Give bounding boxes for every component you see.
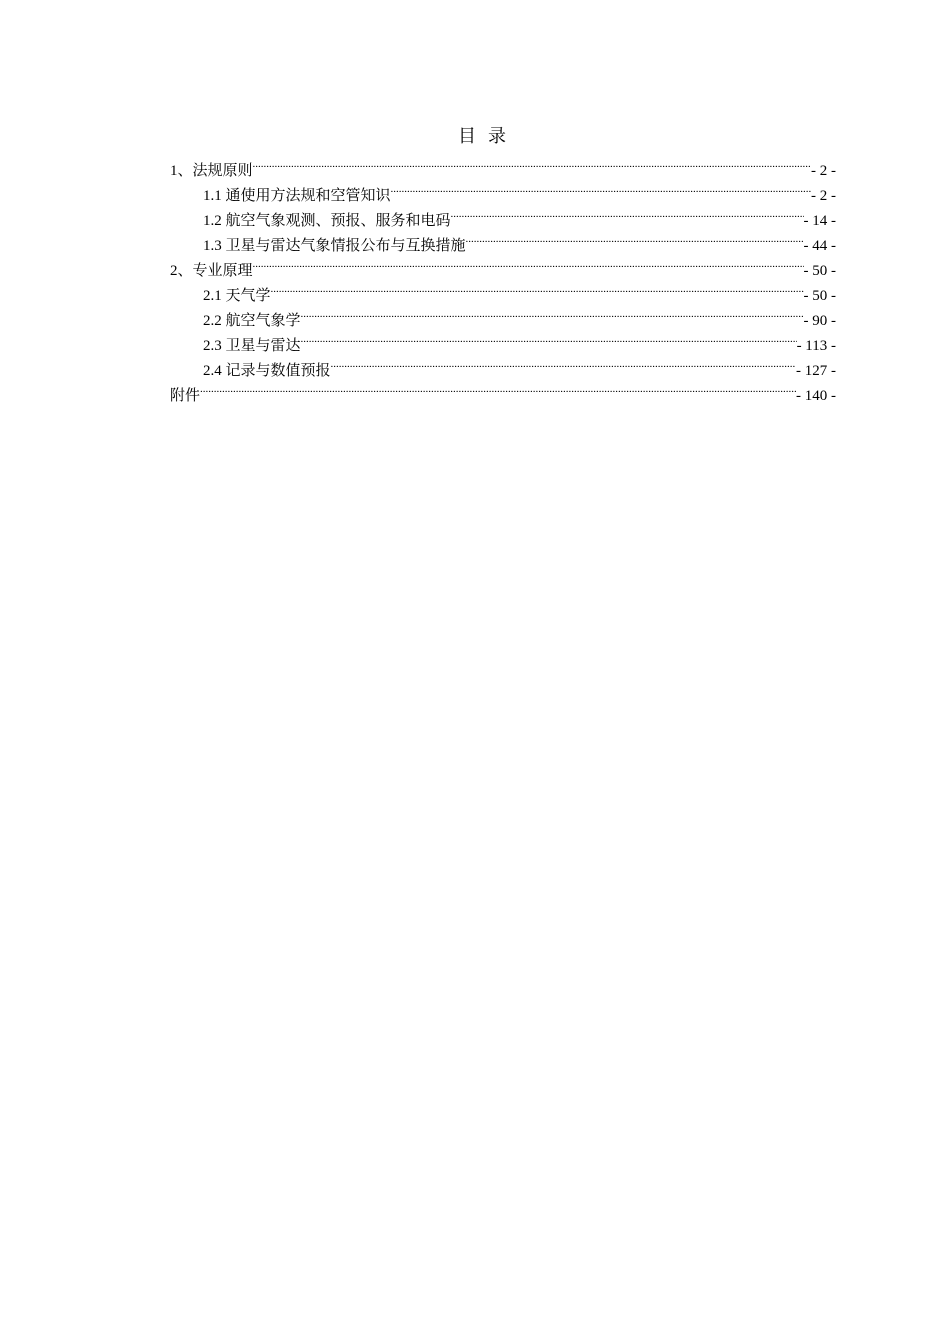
toc-entry-section-2[interactable] xyxy=(170,250,836,279)
dot-leader xyxy=(301,325,797,350)
dot-leader xyxy=(253,150,811,175)
toc-entry-label: 1.3 卫星与雷达气象情报公布与互换措施 xyxy=(203,238,466,254)
dot-leader xyxy=(466,225,804,250)
table-of-contents xyxy=(170,150,836,404)
toc-entry-page-number: - 50 - xyxy=(803,288,836,304)
dot-leader xyxy=(271,275,804,300)
toc-entry-label: 1、法规原则 xyxy=(170,163,253,179)
toc-entry-label: 2.3 卫星与雷达 xyxy=(203,338,301,354)
toc-entry-page-number: - 14 - xyxy=(803,213,836,229)
dot-leader xyxy=(391,175,811,200)
toc-entry-label: 2.1 天气学 xyxy=(203,288,271,304)
dot-leader xyxy=(200,375,796,400)
toc-entry-section-1[interactable] xyxy=(170,150,836,179)
dot-leader xyxy=(253,250,804,275)
toc-entry-page-number: - 90 - xyxy=(803,313,836,329)
toc-entry-label: 1.1 通使用方法规和空管知识 xyxy=(203,188,391,204)
toc-entry-label: 附件 xyxy=(170,388,201,404)
dot-leader xyxy=(451,200,804,225)
toc-entry-page-number: - 140 - xyxy=(796,388,836,404)
toc-entry-page-number: - 50 - xyxy=(803,263,836,279)
dot-leader xyxy=(301,300,804,325)
toc-entry-label: 2、专业原理 xyxy=(170,263,253,279)
toc-entry-appendix[interactable] xyxy=(170,375,836,404)
toc-entry-page-number: - 113 - xyxy=(796,338,836,354)
toc-entry-page-number: - 127 - xyxy=(796,363,836,379)
toc-entry-page-number: - 44 - xyxy=(803,238,836,254)
dot-leader xyxy=(331,350,796,375)
toc-entry-label: 2.2 航空气象学 xyxy=(203,313,301,329)
toc-entry-section-2-1[interactable] xyxy=(170,275,836,304)
toc-entry-page-number: - 2 - xyxy=(811,188,836,204)
toc-title: 目录 xyxy=(458,126,518,146)
toc-entry-label: 1.2 航空气象观测、预报、服务和电码 xyxy=(203,213,451,229)
toc-entry-page-number: - 2 - xyxy=(811,163,836,179)
toc-entry-label: 2.4 记录与数值预报 xyxy=(203,363,331,379)
toc-entry-section-1-1[interactable] xyxy=(170,175,836,204)
